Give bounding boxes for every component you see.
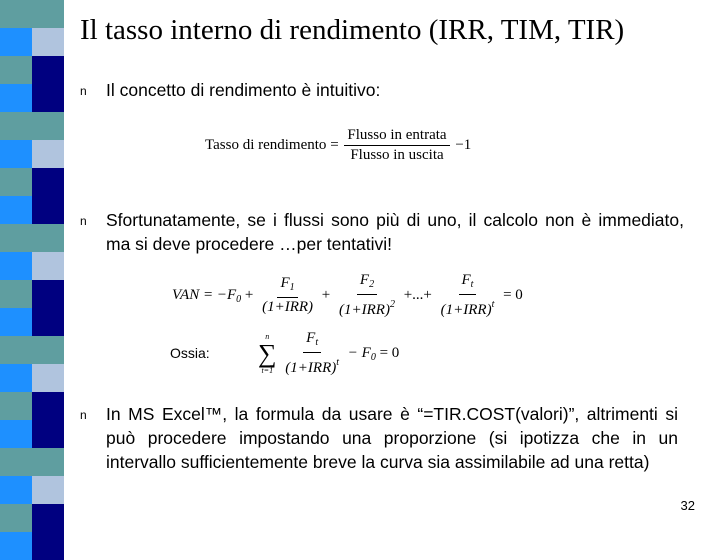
bullet-marker: n — [80, 408, 87, 422]
stripe-square — [0, 28, 32, 56]
formula1-fraction — [344, 127, 449, 164]
stripe-square — [0, 0, 32, 28]
formula1-denominator: Flusso in uscita — [350, 147, 444, 163]
stripe-square — [32, 224, 64, 252]
bullet-marker: n — [80, 84, 87, 98]
stripe-square — [0, 168, 32, 196]
stripe-square — [32, 112, 64, 140]
stripe-square — [0, 420, 32, 448]
stripe-square — [32, 420, 64, 448]
stripe-square — [0, 308, 32, 336]
stripe-square — [0, 392, 32, 420]
formula2-tail: = 0 — [503, 286, 523, 303]
stripe-square — [32, 56, 64, 84]
bullet-text-3: In MS Excel™, la formula da usare è “=TIR.COST(valori)”, altrimenti si può procedere impostando una proporzione (si ipotizza che in un intervallo sufficientemente breve la curva sia assimilabile ad una retta) — [106, 404, 678, 472]
stripe-square — [0, 84, 32, 112]
bullet-text-1: Il concetto di rendimento è intuitivo: — [106, 80, 381, 100]
bullet-text-2: Sfortunatamente, se i flussi sono più di uno, il calcolo non è immediato, ma si deve procedere …per tentativi! — [106, 210, 684, 254]
stripe-square — [32, 364, 64, 392]
formula-npv: VAN = $-F_0$ + $\frac{F_1}{\text{(1+IRR)}}$ + $\frac{F_2}{(1+IRR)^2}$ +...+ $\frac{F_t}{(1+IRR)^t}$ = 0 — [172, 272, 523, 318]
stripe-square — [0, 56, 32, 84]
stripe-square — [32, 196, 64, 224]
formula3-tail: = 0 — [379, 344, 400, 361]
sigma-symbol: n ∑ t=1 — [258, 331, 277, 375]
formula1-lhs: Tasso di rendimento — [205, 136, 327, 153]
stripe-square — [0, 448, 32, 476]
stripe-square — [32, 448, 64, 476]
formula2-term-2: $\frac{F_2}{(1+IRR)^2}$ — [339, 272, 395, 318]
stripe-square — [32, 168, 64, 196]
ossia-label: Ossia: — [170, 345, 210, 361]
formula2-term-1: $\frac{F_1}{\text{(1+IRR)}}$ — [262, 275, 314, 315]
formula-rate-of-return — [205, 127, 471, 164]
stripe-square — [0, 504, 32, 532]
stripe-square — [0, 364, 32, 392]
stripe-square — [0, 280, 32, 308]
stripe-square — [0, 476, 32, 504]
bullet-marker: n — [80, 214, 87, 228]
formula1-tail: −1 — [455, 136, 472, 153]
formula2-eq: = −F — [202, 286, 237, 303]
stripe-square — [32, 140, 64, 168]
slide-title: Il tasso interno di rendimento (IRR, TIM, TIR) — [80, 14, 625, 46]
stripe-square — [0, 140, 32, 168]
stripe-square — [0, 336, 32, 364]
formula-sum: n ∑ t=1 $\frac{F_t}{(1+IRR)^t}$ − $F_0 = 0$ — [258, 330, 400, 376]
stripe-square — [32, 532, 64, 560]
stripe-square — [32, 476, 64, 504]
stripe-square — [32, 308, 64, 336]
decorative-stripe — [0, 0, 64, 540]
stripe-square — [0, 224, 32, 252]
formula2-lhs: VAN — [172, 286, 200, 303]
formula1-eq: = — [330, 136, 339, 153]
stripe-square — [32, 280, 64, 308]
stripe-square — [32, 28, 64, 56]
stripe-square — [32, 392, 64, 420]
stripe-square — [32, 84, 64, 112]
formula3-minus: − F — [347, 344, 371, 361]
stripe-square — [32, 336, 64, 364]
stripe-square — [32, 504, 64, 532]
stripe-square — [0, 112, 32, 140]
formula2-dots: +...+ — [403, 286, 432, 303]
stripe-square — [0, 196, 32, 224]
formula1-numerator: Flusso in entrata — [344, 127, 449, 146]
page-number: 32 — [680, 498, 695, 513]
stripe-square — [0, 252, 32, 280]
stripe-square — [0, 532, 32, 560]
formula2-term-n: $\frac{F_t}{(1+IRR)^t}$ — [440, 272, 495, 318]
formula3-fraction: $\frac{F_t}{(1+IRR)^t}$ — [285, 330, 340, 376]
stripe-square — [32, 0, 64, 28]
stripe-square — [32, 252, 64, 280]
